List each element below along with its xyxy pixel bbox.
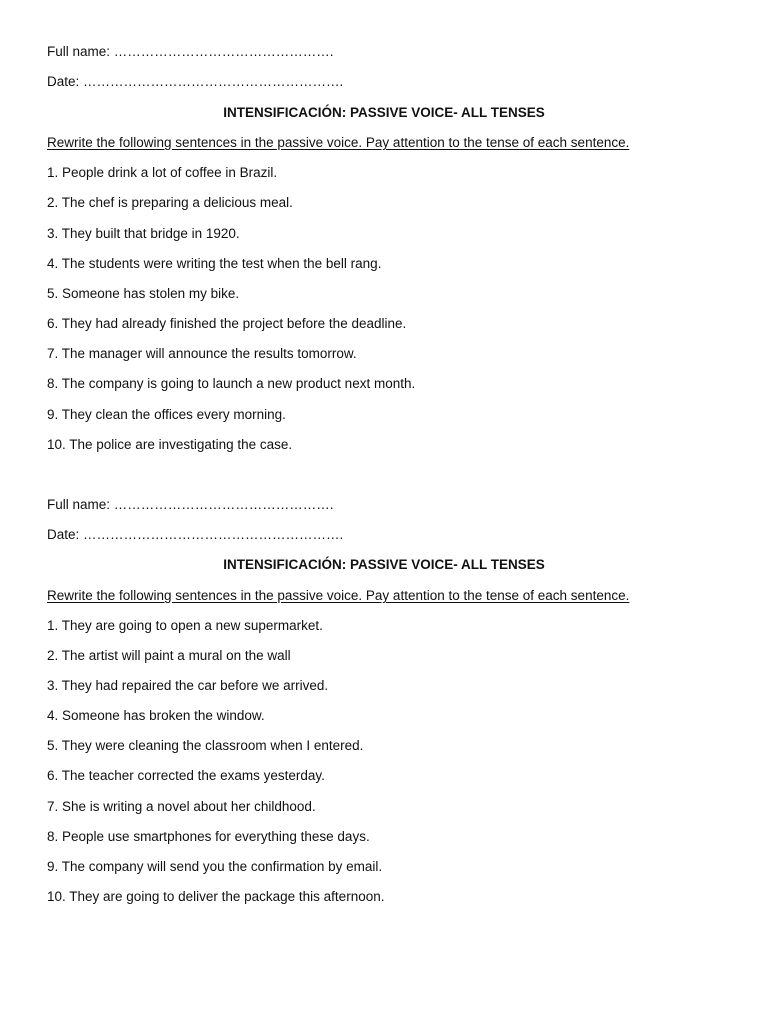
instructions: Rewrite the following sentences in the passive voice. Pay attention to the tense of each sentence. — [47, 135, 630, 150]
sentence-item: 6. They had already finished the project before the deadline. — [47, 316, 407, 331]
sentence-item: 3. They had repaired the car before we arrived. — [47, 678, 329, 693]
sentence-item: 6. The teacher corrected the exams yesterday. — [47, 768, 325, 783]
worksheet-title: INTENSIFICACIÓN: PASSIVE VOICE- ALL TENSES — [223, 105, 545, 120]
full-name-line: Full name: …………………………………………. — [47, 44, 334, 59]
sentence-item: 8. The company is going to launch a new product next month. — [47, 376, 416, 391]
full-name-line: Full name: …………………………………………. — [47, 497, 334, 512]
sentence-item: 1. People drink a lot of coffee in Brazil. — [47, 165, 278, 180]
sentence-item: 8. People use smartphones for everything these days. — [47, 829, 370, 844]
sentence-item: 9. They clean the offices every morning. — [47, 407, 286, 422]
sentence-item: 3. They built that bridge in 1920. — [47, 226, 240, 241]
instructions: Rewrite the following sentences in the passive voice. Pay attention to the tense of each sentence. — [47, 588, 630, 603]
sentence-item: 4. The students were writing the test when the bell rang. — [47, 256, 382, 271]
sentence-item: 2. The artist will paint a mural on the wall — [47, 648, 291, 663]
date-line: Date: …………………………………………………. — [47, 74, 344, 89]
sentence-item: 5. Someone has stolen my bike. — [47, 286, 240, 301]
sentence-item: 1. They are going to open a new supermarket. — [47, 618, 323, 633]
sentence-item: 7. The manager will announce the results tomorrow. — [47, 346, 357, 361]
sentence-item: 5. They were cleaning the classroom when I entered. — [47, 738, 364, 753]
sentence-item: 9. The company will send you the confirmation by email. — [47, 859, 383, 874]
date-line: Date: …………………………………………………. — [47, 527, 344, 542]
sentence-item: 10. The police are investigating the case. — [47, 437, 293, 452]
sentence-item: 4. Someone has broken the window. — [47, 708, 265, 723]
sentence-item: 7. She is writing a novel about her childhood. — [47, 799, 316, 814]
worksheet-title: INTENSIFICACIÓN: PASSIVE VOICE- ALL TENSES — [223, 557, 545, 572]
sentence-item: 10. They are going to deliver the package this afternoon. — [47, 889, 385, 904]
sentence-item: 2. The chef is preparing a delicious meal. — [47, 195, 293, 210]
